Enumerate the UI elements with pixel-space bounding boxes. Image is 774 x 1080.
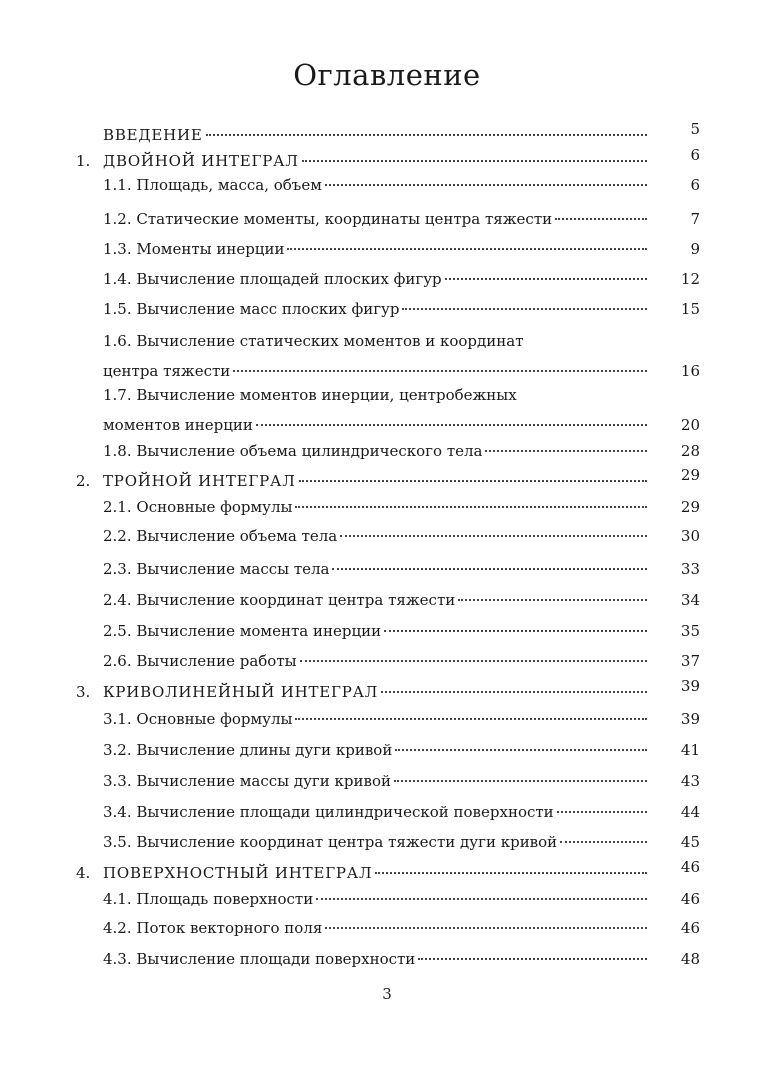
toc-entry-label-wrap — [103, 332, 603, 350]
toc-entry-label: ВВЕДЕНИЕ — [103, 126, 203, 144]
dot-leader — [287, 248, 647, 250]
toc-entry — [0, 362, 774, 386]
toc-entry-label: центра тяжести — [103, 362, 231, 380]
toc-entry — [0, 240, 774, 264]
dot-leader — [340, 535, 647, 537]
toc-entry-label-wrap — [103, 472, 650, 490]
toc-entry-page: 20 — [680, 416, 700, 434]
toc-entry-label: 1.7. Вычисление моментов инерции, центробежных — [103, 386, 517, 404]
toc-entry-label: 3.5. Вычисление координат центра тяжести дуги кривой — [103, 833, 558, 851]
toc-entry — [0, 890, 774, 914]
dot-leader — [485, 450, 647, 452]
toc-entry — [0, 803, 774, 827]
toc-entry-label-wrap — [103, 240, 650, 258]
toc-entry-label: 3.2. Вычисление длины дуги кривой — [103, 741, 393, 759]
dot-leader — [295, 718, 647, 720]
toc-entry-label-wrap — [103, 803, 650, 821]
toc-entry-page: 37 — [680, 652, 700, 670]
toc-entry — [0, 442, 774, 466]
dot-leader — [384, 630, 647, 632]
dot-leader — [555, 218, 647, 220]
toc-entry-page: 46 — [680, 919, 700, 937]
toc-entry-label: 2.5. Вычисление момента инерции — [103, 622, 382, 640]
dot-leader — [302, 160, 647, 162]
toc-entry-label-wrap — [103, 864, 650, 882]
toc-entry-label-wrap — [103, 591, 650, 609]
dot-leader — [325, 184, 647, 186]
dot-leader — [560, 841, 647, 843]
toc-entry-page: 39 — [680, 710, 700, 728]
toc-entry-label: 2.4. Вычисление координат центра тяжести — [103, 591, 456, 609]
toc-entry-page: 29 — [680, 466, 700, 484]
toc-entry-label-wrap — [103, 300, 650, 318]
toc-entry-label: 1.6. Вычисление статических моментов и координат — [103, 332, 524, 350]
toc-entry-label-wrap — [103, 176, 650, 194]
toc-entry-label-wrap — [103, 126, 650, 144]
toc-entry-label: 4.3. Вычисление площади поверхности — [103, 950, 416, 968]
toc-entry-label: 1.1. Площадь, масса, объем — [103, 176, 322, 194]
toc-entry-label: ПОВЕРХНОСТНЫЙ ИНТЕГРАЛ — [103, 864, 373, 882]
toc-entry-label: 4.1. Площадь поверхности — [103, 890, 314, 908]
toc-entry-label-wrap — [103, 386, 603, 404]
toc-entry-label: 1.4. Вычисление площадей плоских фигур — [103, 270, 442, 288]
toc-entry — [0, 741, 774, 765]
toc-entry-label-wrap — [103, 683, 650, 701]
toc-entry — [0, 120, 774, 150]
dot-leader — [394, 780, 647, 782]
dot-leader — [332, 568, 647, 570]
toc-entry — [0, 176, 774, 200]
toc-entry — [0, 677, 774, 707]
toc-entry-label: 2.2. Вычисление объема тела — [103, 527, 338, 545]
toc-entry — [0, 146, 774, 176]
toc-entry-label: ТРОЙНОЙ ИНТЕГРАЛ — [103, 472, 296, 490]
toc-entry-label-wrap — [103, 560, 650, 578]
toc-entry-page: 16 — [680, 362, 700, 380]
toc-entry — [0, 591, 774, 615]
toc-entry-page: 6 — [690, 146, 700, 164]
dot-leader — [381, 691, 647, 693]
toc-entry — [0, 772, 774, 796]
toc-entry — [0, 652, 774, 676]
dot-leader — [375, 872, 647, 874]
toc-entry-page: 34 — [680, 591, 700, 609]
dot-leader — [233, 370, 647, 372]
toc-entry — [0, 466, 774, 496]
toc-entry — [0, 386, 774, 410]
toc-entry-label-wrap — [103, 527, 650, 545]
dot-leader — [402, 308, 647, 310]
toc-entry-page: 46 — [680, 858, 700, 876]
toc-entry-label-wrap — [103, 710, 650, 728]
toc-entry-number: 3. — [76, 683, 91, 701]
dot-leader — [458, 599, 647, 601]
toc-entry-number: 1. — [76, 152, 91, 170]
toc-entry-number: 2. — [76, 472, 91, 490]
dot-leader — [395, 749, 647, 751]
toc-entry-label-wrap — [103, 652, 650, 670]
toc-entry-label-wrap — [103, 890, 650, 908]
toc-entry-label-wrap — [103, 833, 650, 851]
toc-entry-number: 4. — [76, 864, 91, 882]
toc-entry-page: 28 — [680, 442, 700, 460]
dot-leader — [299, 480, 647, 482]
toc-entry-label-wrap — [103, 362, 650, 380]
toc-entry-label-wrap — [103, 498, 650, 516]
dot-leader — [418, 958, 647, 960]
dot-leader — [206, 134, 647, 136]
toc-entry-label: КРИВОЛИНЕЙНЫЙ ИНТЕГРАЛ — [103, 683, 379, 701]
toc-entry-page: 6 — [690, 176, 700, 194]
toc-entry-label-wrap — [103, 919, 650, 937]
toc-entry-label: 1.2. Статические моменты, координаты центра тяжести — [103, 210, 553, 228]
dot-leader — [316, 898, 647, 900]
toc-entry — [0, 300, 774, 324]
toc-entry-label: 2.1. Основные формулы — [103, 498, 293, 516]
toc-entry-page: 30 — [680, 527, 700, 545]
toc-entry-page: 41 — [680, 741, 700, 759]
toc-entry-label: 1.8. Вычисление объема цилиндрического тела — [103, 442, 483, 460]
toc-entry — [0, 270, 774, 294]
toc-entry-label: 3.3. Вычисление массы дуги кривой — [103, 772, 391, 790]
toc-entry — [0, 498, 774, 522]
toc-entry-page: 9 — [690, 240, 700, 258]
dot-leader — [325, 927, 647, 929]
toc-entry-page: 29 — [680, 498, 700, 516]
toc-entry-label: 1.3. Моменты инерции — [103, 240, 285, 258]
toc-entry-page: 48 — [680, 950, 700, 968]
toc-entry-page: 33 — [680, 560, 700, 578]
toc-entry-page: 39 — [680, 677, 700, 695]
toc-entry-page: 15 — [680, 300, 700, 318]
toc-entry-label: 3.4. Вычисление площади цилиндрической поверхности — [103, 803, 554, 821]
page-title: Оглавление — [293, 58, 481, 92]
toc-entry-label-wrap — [103, 772, 650, 790]
toc-entry-label-wrap — [103, 442, 650, 460]
toc-entry-label-wrap — [103, 416, 650, 434]
toc-entry-label-wrap — [103, 741, 650, 759]
toc-entry-page: 46 — [680, 890, 700, 908]
toc-entry-label-wrap — [103, 950, 650, 968]
toc-entry-page: 45 — [680, 833, 700, 851]
toc-entry-label: ДВОЙНОЙ ИНТЕГРАЛ — [103, 152, 299, 170]
toc-entry-page: 12 — [680, 270, 700, 288]
toc-entry-label: 1.5. Вычисление масс плоских фигур — [103, 300, 400, 318]
dot-leader — [300, 660, 647, 662]
page-number: 3 — [382, 985, 392, 1003]
toc-entry — [0, 332, 774, 356]
toc-entry — [0, 919, 774, 943]
dot-leader — [557, 811, 647, 813]
toc-entry-label: 2.6. Вычисление работы — [103, 652, 297, 670]
toc-entry-label: 4.2. Поток векторного поля — [103, 919, 323, 937]
toc-entry-label-wrap — [103, 622, 650, 640]
toc-entry-label-wrap — [103, 210, 650, 228]
toc-entry — [0, 710, 774, 734]
toc-entry-page: 5 — [690, 120, 700, 138]
toc-entry-label: 2.3. Вычисление массы тела — [103, 560, 330, 578]
dot-leader — [445, 278, 647, 280]
dot-leader — [295, 506, 647, 508]
toc-entry — [0, 950, 774, 974]
toc-entry-page: 35 — [680, 622, 700, 640]
toc-entry-page: 43 — [680, 772, 700, 790]
toc-entry — [0, 416, 774, 440]
toc-entry-label-wrap — [103, 270, 650, 288]
toc-entry — [0, 622, 774, 646]
toc-entry — [0, 858, 774, 888]
toc-entry — [0, 560, 774, 584]
toc-entry-page: 44 — [680, 803, 700, 821]
dot-leader — [256, 424, 647, 426]
toc-entry-label: моментов инерции — [103, 416, 253, 434]
toc-entry-page: 7 — [690, 210, 700, 228]
toc-entry — [0, 833, 774, 857]
toc-entry — [0, 527, 774, 551]
toc-entry — [0, 210, 774, 234]
toc-entry-label-wrap — [103, 152, 650, 170]
toc-entry-label: 3.1. Основные формулы — [103, 710, 293, 728]
